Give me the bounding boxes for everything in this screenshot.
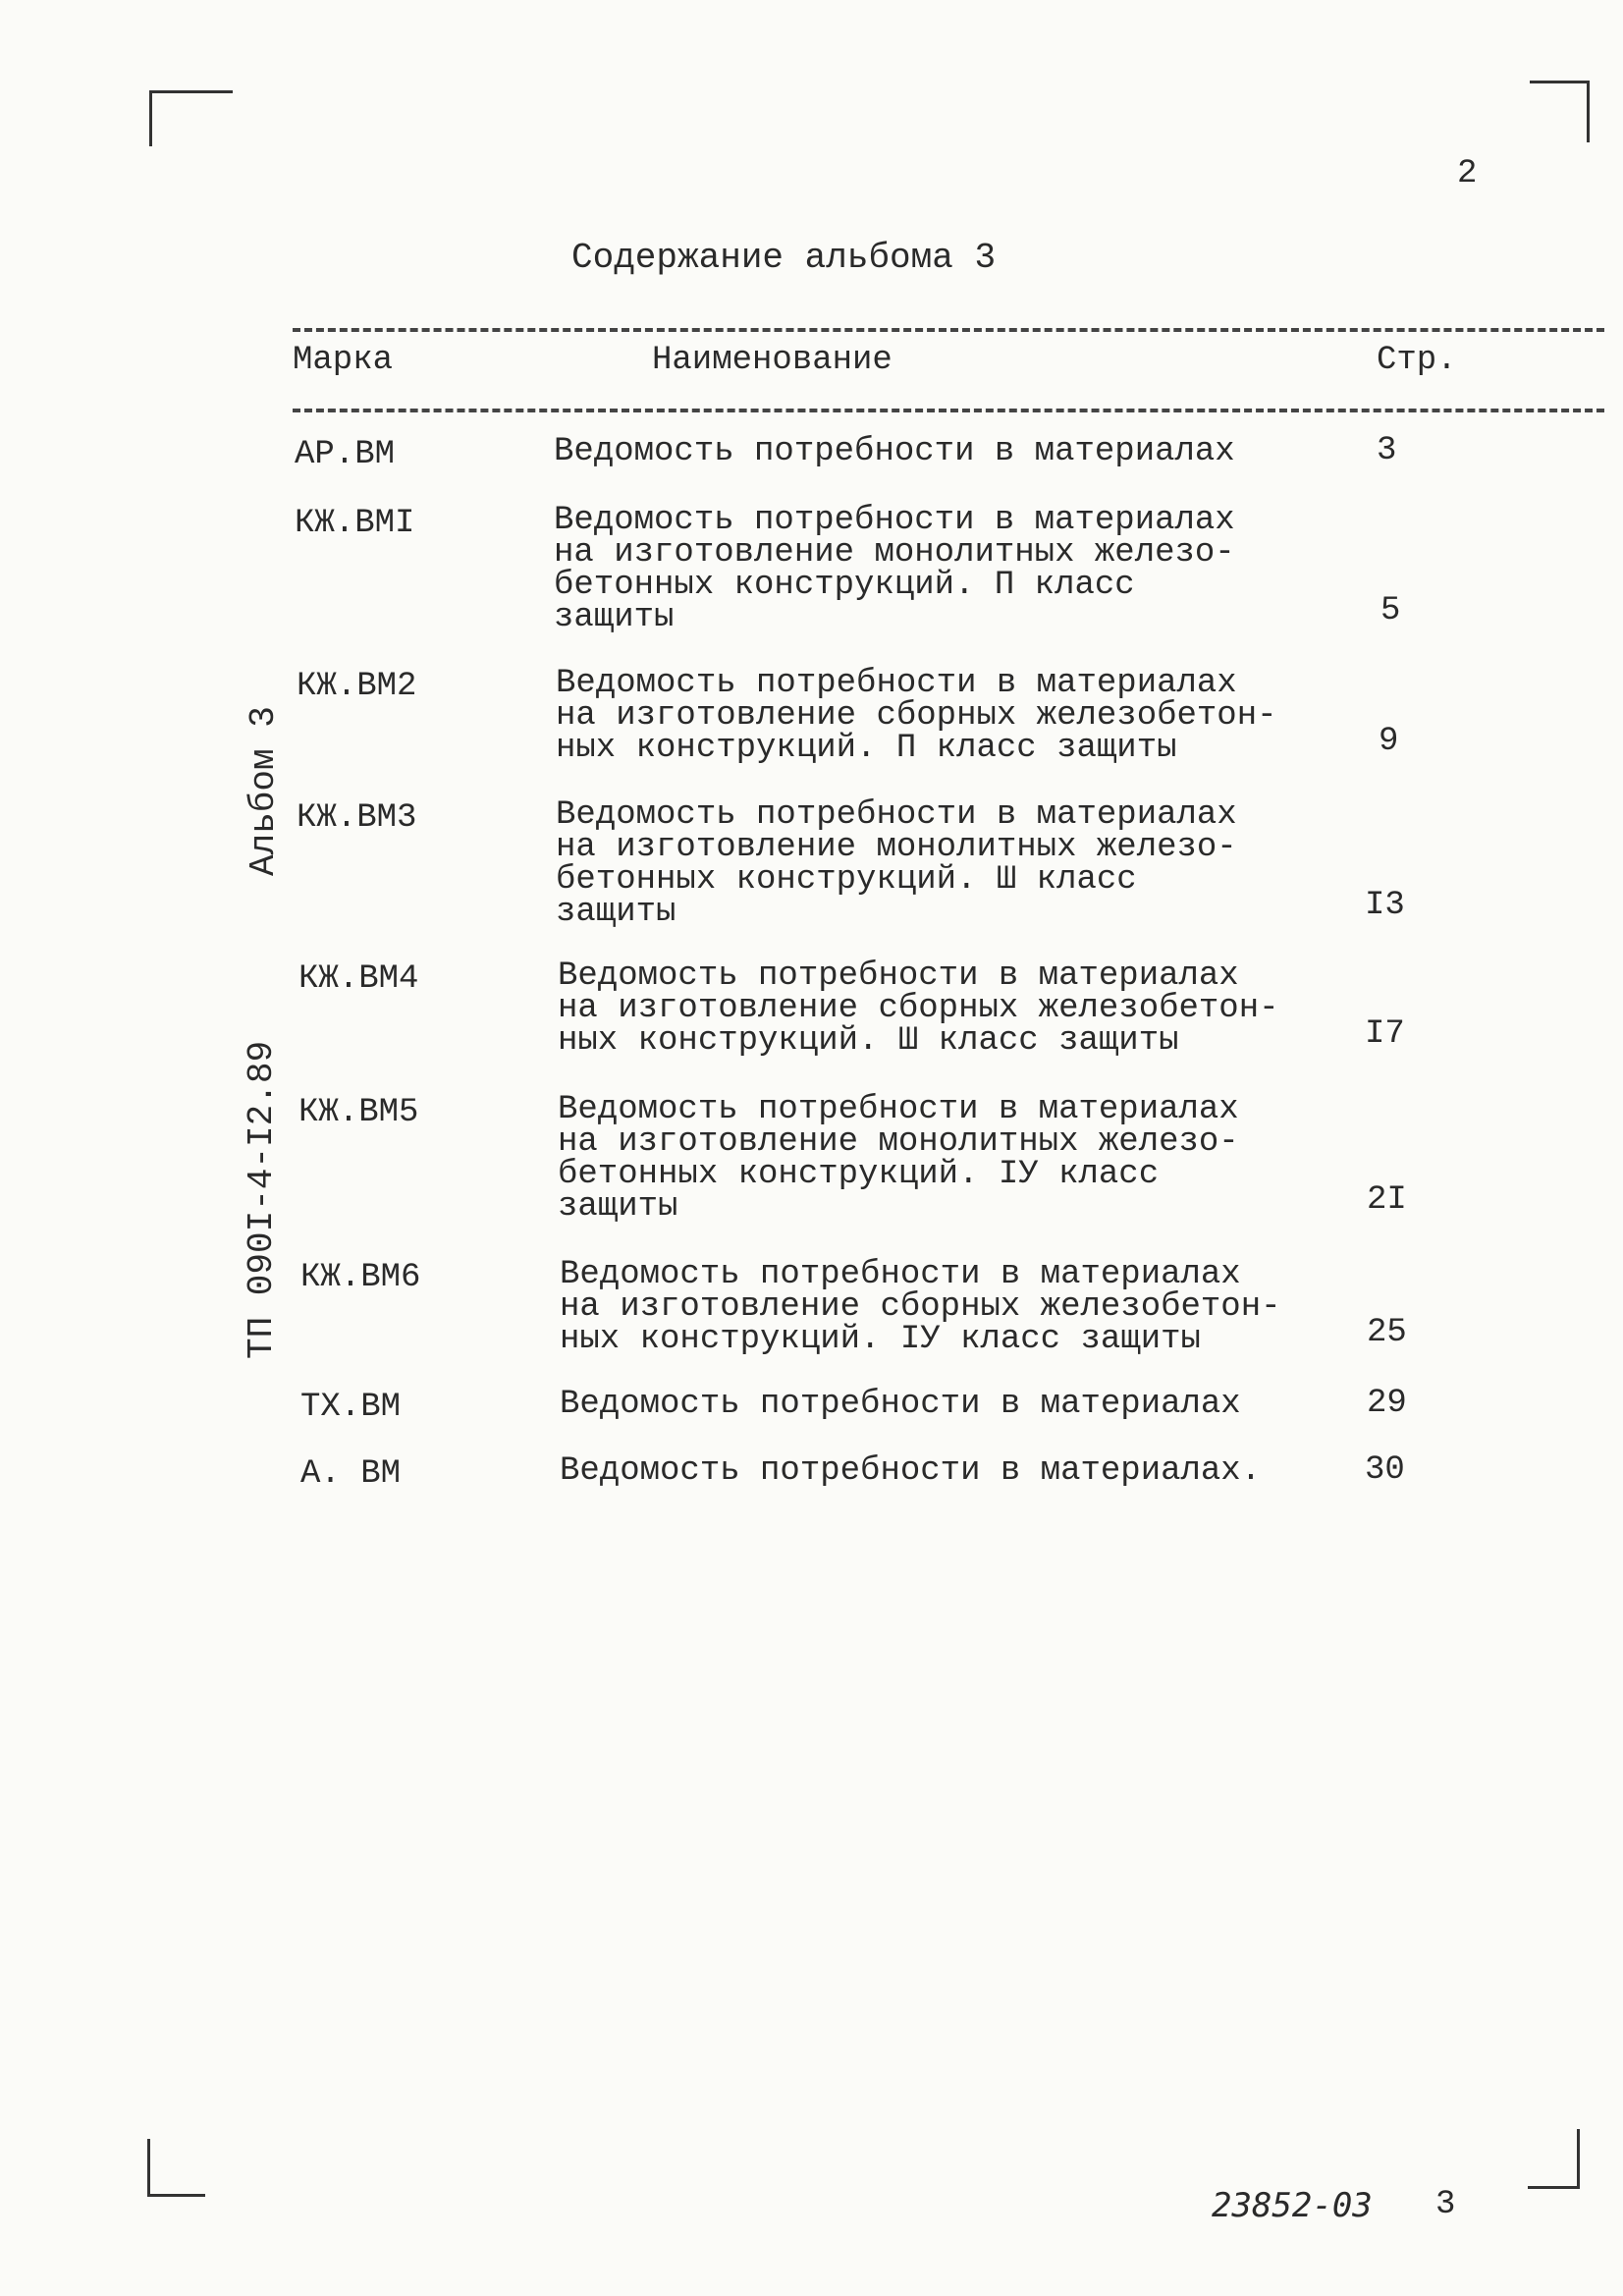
row-name — [558, 1091, 1239, 1226]
row-page: 30 — [1365, 1451, 1405, 1489]
row-name-line: защиты — [556, 894, 676, 931]
stamp-page-number: 3 — [1435, 2186, 1456, 2223]
page-title: Содержание альбома 3 — [571, 238, 997, 278]
row-name — [560, 1386, 1241, 1423]
header-mark: Марка — [293, 342, 394, 379]
row-page: I3 — [1365, 887, 1405, 924]
row-page: 3 — [1377, 432, 1397, 469]
row-name-line: на изготовление сборных железобетон- — [558, 990, 1279, 1027]
row-mark: ТХ.ВМ — [300, 1389, 402, 1426]
row-name-line: на изготовление сборных железобетон- — [556, 697, 1277, 735]
row-name-line: Ведомость потребности в материалах — [560, 1386, 1241, 1423]
row-name-line: бетонных конструкций. IУ класс — [558, 1156, 1160, 1193]
row-name-line: Ведомость потребности в материалах — [554, 433, 1235, 470]
row-mark: КЖ.ВМI — [295, 505, 415, 542]
row-name-line: ных конструкций. IУ класс защиты — [560, 1321, 1201, 1358]
row-name-line: на изготовление монолитных железо- — [558, 1123, 1239, 1161]
row-name-line: бетонных конструкций. П класс — [554, 567, 1135, 604]
row-name-line: Ведомость потребности в материалах — [558, 1091, 1239, 1128]
row-name-line: Ведомость потребности в материалах — [556, 665, 1237, 702]
row-name — [554, 502, 1235, 636]
row-name-line: на изготовление сборных железобетон- — [560, 1288, 1281, 1326]
inventory-stamp: 23852-03 — [1212, 2186, 1373, 2225]
row-mark: АР.ВМ — [295, 436, 396, 473]
side-album-label: Альбом 3 — [243, 706, 284, 876]
row-name-line: Ведомость потребности в материалах — [558, 957, 1239, 995]
row-name-line: бетонных конструкций. Ш класс — [556, 861, 1137, 899]
row-mark: КЖ.ВМ3 — [297, 799, 417, 837]
corner-mark-top-left — [149, 90, 233, 146]
row-mark: КЖ.ВМ6 — [300, 1259, 421, 1296]
row-mark: КЖ.ВМ4 — [298, 960, 419, 998]
row-mark: А. ВМ — [300, 1455, 402, 1493]
row-name-line: ных конструкций. П класс защиты — [556, 730, 1177, 767]
row-name-line: Ведомость потребности в материалах. — [560, 1452, 1262, 1490]
row-mark: КЖ.ВМ2 — [297, 668, 417, 705]
row-mark: КЖ.ВМ5 — [298, 1094, 419, 1131]
row-page: 9 — [1379, 723, 1399, 760]
row-name — [560, 1256, 1281, 1358]
corner-mark-bottom-left — [147, 2139, 205, 2197]
table-header-rule — [293, 409, 1604, 412]
row-name-line: ных конструкций. Ш класс защиты — [558, 1022, 1179, 1060]
row-name — [554, 433, 1235, 470]
corner-mark-bottom-right — [1528, 2129, 1580, 2189]
row-name-line: Ведомость потребности в материалах — [556, 796, 1237, 834]
row-page: I7 — [1365, 1015, 1405, 1053]
row-name-line: Ведомость потребности в материалах — [554, 502, 1235, 539]
header-page: Стр. — [1377, 342, 1457, 379]
row-page: 29 — [1367, 1385, 1407, 1422]
row-page: 25 — [1367, 1314, 1407, 1351]
corner-mark-top-right — [1530, 81, 1590, 142]
side-document-code: ТП 090I-4-I2.89 — [242, 1040, 282, 1359]
row-page: 2I — [1367, 1181, 1407, 1219]
row-name — [558, 957, 1279, 1060]
header-name: Наименование — [652, 342, 893, 379]
row-name — [556, 665, 1277, 767]
row-name-line: защиты — [554, 599, 675, 636]
row-name-line: на изготовление монолитных железо- — [554, 534, 1235, 572]
row-page: 5 — [1380, 592, 1401, 629]
table-top-rule — [293, 328, 1604, 332]
row-name-line: на изготовление монолитных железо- — [556, 829, 1237, 866]
row-name-line: защиты — [558, 1188, 678, 1226]
row-name — [560, 1452, 1262, 1490]
row-name-line: Ведомость потребности в материалах — [560, 1256, 1241, 1293]
row-name — [556, 796, 1237, 931]
page-number: 2 — [1457, 155, 1478, 192]
